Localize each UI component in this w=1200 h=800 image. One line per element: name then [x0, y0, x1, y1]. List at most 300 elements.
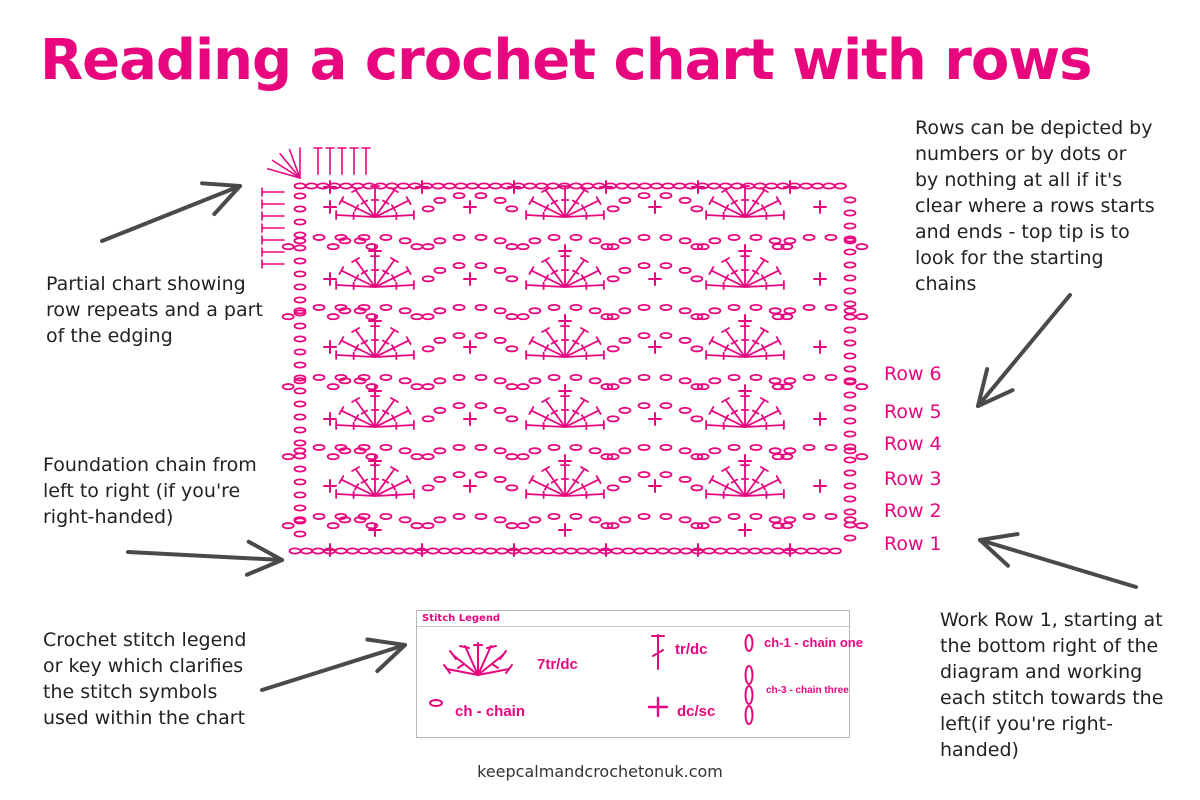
chain-stitch — [434, 477, 445, 482]
chain-stitch — [314, 305, 325, 310]
chain-stitch — [770, 448, 781, 453]
chain-stitch — [691, 485, 702, 490]
chain-stitch — [531, 548, 542, 553]
chain-stitch — [283, 314, 294, 319]
single-crochet-stitch — [739, 315, 751, 327]
arrow-icon — [128, 542, 282, 575]
chain-stitch — [845, 327, 856, 332]
fan-post — [375, 355, 414, 357]
fan-stitch — [336, 465, 414, 498]
single-crochet-stitch — [784, 544, 796, 556]
chain-stitch — [400, 238, 411, 243]
edging — [262, 148, 370, 268]
chain-stitch — [623, 548, 634, 553]
single-crochet-stitch — [324, 201, 336, 213]
chain-stitch — [660, 403, 671, 408]
chain-stitch — [761, 548, 772, 553]
chain-stitch — [423, 206, 434, 211]
fan-stitch — [706, 326, 784, 359]
chain-stitch — [359, 548, 370, 553]
chain-stitch — [295, 245, 306, 250]
chain-stitch — [283, 384, 294, 389]
chain-stitch — [845, 535, 856, 540]
chain-stitch — [479, 183, 490, 188]
single-crochet-stitch — [508, 544, 520, 556]
chain-stitch — [554, 548, 565, 553]
stitch-legend — [416, 610, 863, 738]
single-crochet-stitch — [814, 480, 826, 492]
chain-stitch — [663, 183, 674, 188]
chain-stitch — [393, 548, 404, 553]
chain-stitch — [434, 448, 445, 453]
chain-stitch — [336, 548, 347, 553]
chain-stitch — [506, 454, 517, 459]
chain-stitch — [529, 448, 540, 453]
chain-stitch — [571, 183, 582, 188]
chain-stitch — [845, 483, 856, 488]
chain-stitch — [411, 244, 422, 249]
chain-stitch — [856, 384, 867, 389]
fan-post — [565, 425, 604, 427]
chain-stitch — [283, 523, 294, 528]
fan-post — [565, 285, 604, 287]
legend-single-label: dc/sc — [677, 703, 716, 720]
chain-stitch — [577, 548, 588, 553]
chain-stitch — [845, 353, 856, 358]
chain-stitch — [313, 548, 324, 553]
chain-stitch — [804, 445, 815, 450]
chain-stitch — [295, 427, 306, 432]
chain-stitch — [495, 477, 506, 482]
chain-stitch — [341, 183, 352, 188]
chain-stitch — [680, 268, 691, 273]
chain-stitch — [495, 448, 506, 453]
chain-stitch — [570, 305, 581, 310]
crochet-chart — [262, 148, 867, 556]
single-crochet-stitch — [464, 413, 476, 425]
chain-stitch — [660, 305, 671, 310]
chain-stitch — [770, 517, 781, 522]
chain-stitch — [729, 514, 740, 519]
chain-stitch — [497, 548, 508, 553]
fan-post — [336, 355, 375, 357]
chain-stitch — [619, 198, 630, 203]
fan-post — [336, 285, 375, 287]
chain-stitch — [506, 276, 517, 281]
single-crochet-stitch — [369, 385, 381, 397]
arrow-icon — [978, 295, 1070, 406]
single-crochet-stitch — [692, 544, 704, 556]
chain-stitch — [608, 485, 619, 490]
chain-stitch — [824, 183, 835, 188]
foundation-chain-note: Foundation chain from left to right (if you're right-handed) — [43, 454, 257, 528]
single-crochet-stitch — [739, 385, 751, 397]
row-label-4: Row 4 — [884, 433, 942, 455]
chain-stitch — [520, 548, 531, 553]
chain-stitch — [856, 454, 867, 459]
chain-stitch — [295, 531, 306, 536]
chain-stitch — [328, 244, 339, 249]
chain-stitch — [660, 514, 671, 519]
chain-stitch — [680, 517, 691, 522]
chain-stitch — [590, 308, 601, 313]
chain-stitch — [370, 548, 381, 553]
chain-stitch — [462, 548, 473, 553]
chain-stitch — [845, 275, 856, 280]
chain-stitch — [495, 338, 506, 343]
chain-stitch — [439, 548, 450, 553]
chain-stitch — [347, 548, 358, 553]
chain-stitch — [423, 384, 434, 389]
chain-stitch — [807, 548, 818, 553]
chain-stitch — [619, 308, 630, 313]
chain-stitch — [709, 183, 720, 188]
single-crochet-stitch — [559, 524, 571, 536]
chain-stitch — [295, 505, 306, 510]
chain-stitch — [619, 408, 630, 413]
fan-post — [526, 425, 565, 427]
chain-stitch — [454, 333, 465, 338]
chain-stitch — [400, 448, 411, 453]
chain-stitch — [804, 375, 815, 380]
chain-stitch — [845, 392, 856, 397]
fan-post — [745, 494, 784, 496]
chain-stitch — [750, 445, 761, 450]
chain-stitch — [518, 384, 529, 389]
chain-stitch — [295, 297, 306, 302]
chain-stitch — [680, 308, 691, 313]
chain-stitch-icon — [427, 698, 445, 708]
single-crochet-stitch — [324, 341, 336, 353]
chain-stitch — [536, 183, 547, 188]
chain-stitch — [825, 305, 836, 310]
chain-stitch — [475, 305, 486, 310]
chain-stitch — [608, 346, 619, 351]
chain-stitch — [582, 183, 593, 188]
chain-stitch — [506, 346, 517, 351]
fan-stitch — [706, 465, 784, 498]
chain-stitch — [619, 238, 630, 243]
row-label-6: Row 6 — [884, 363, 942, 385]
arrow-icon — [262, 640, 405, 690]
chain-stitch — [423, 485, 434, 490]
chain-stitch — [750, 235, 761, 240]
chain-stitch — [608, 276, 619, 281]
row-label-5: Row 5 — [884, 401, 942, 423]
chain-stitch — [845, 366, 856, 371]
chain-stitch — [845, 314, 856, 319]
chain-stitch — [639, 333, 650, 338]
chain-stitch — [529, 308, 540, 313]
chain-stitch — [380, 235, 391, 240]
chain-stitch — [295, 206, 306, 211]
chain-stitch — [549, 514, 560, 519]
single-crochet-stitch — [324, 544, 336, 556]
single-crochet-stitch — [416, 544, 428, 556]
single-crochet-stitch — [600, 544, 612, 556]
fan-post — [375, 494, 414, 496]
chain-stitch — [845, 210, 856, 215]
chain-stitch — [434, 268, 445, 273]
treble-stitch-icon — [649, 633, 667, 671]
legend-ch1-label: ch-1 - chain one — [764, 635, 863, 650]
chain-stitch — [639, 375, 650, 380]
fan-post — [745, 425, 784, 427]
chain-stitch — [475, 193, 486, 198]
chain-stitch — [444, 183, 455, 188]
chain-stitch — [619, 448, 630, 453]
chain-stitch — [295, 349, 306, 354]
chain-stitch — [784, 517, 795, 522]
chain-stitch — [314, 235, 325, 240]
chain-stitch — [845, 470, 856, 475]
chain-stitch — [454, 445, 465, 450]
chain-stitch — [400, 308, 411, 313]
chain-stitch — [619, 477, 630, 482]
arrow-shaft — [978, 295, 1070, 406]
chain-stitch — [495, 198, 506, 203]
fan-post — [706, 355, 745, 357]
chain-stitch — [680, 408, 691, 413]
chain-stitch — [825, 445, 836, 450]
chain-stitch — [423, 523, 434, 528]
fan-post — [565, 494, 604, 496]
chain-stitch — [845, 457, 856, 462]
legend-fan-label: 7tr/dc — [537, 656, 578, 673]
legend-ch3-label: ch-3 - chain three — [766, 685, 849, 696]
chain-stitch — [619, 517, 630, 522]
chain-stitch — [423, 244, 434, 249]
chain-stitch — [845, 405, 856, 410]
chain-stitch — [549, 445, 560, 450]
chain-stitch — [691, 346, 702, 351]
chain-stitch — [570, 445, 581, 450]
chain-stitch — [434, 408, 445, 413]
row-label-2: Row 2 — [884, 500, 942, 522]
chain-stitch — [454, 514, 465, 519]
chain-stitch — [660, 445, 671, 450]
chain-stitch — [825, 375, 836, 380]
chain-stitch — [549, 305, 560, 310]
fan-stitch — [706, 186, 784, 219]
fan-post — [526, 215, 565, 217]
single-crochet-stitch — [649, 413, 661, 425]
chain-stitch — [570, 375, 581, 380]
chain-stitch — [691, 416, 702, 421]
chain-stitch — [434, 198, 445, 203]
chain-stitch — [766, 183, 777, 188]
chain-stitch — [619, 268, 630, 273]
chain-stitch — [543, 548, 554, 553]
single-crochet-stitch — [814, 341, 826, 353]
chain-stitch — [314, 445, 325, 450]
chain-stitch — [314, 375, 325, 380]
chain-stitch — [660, 235, 671, 240]
chain-stitch — [295, 492, 306, 497]
chain-stitch — [549, 375, 560, 380]
chain-stitch — [295, 414, 306, 419]
fan-post — [745, 355, 784, 357]
legend-treble-label: tr/dc — [675, 641, 708, 658]
chain-stitch — [380, 445, 391, 450]
chain-stitch — [475, 445, 486, 450]
chain-stitch — [750, 305, 761, 310]
chain-stitch — [845, 522, 856, 527]
fan-post — [565, 355, 604, 357]
chain-stitch — [646, 548, 657, 553]
chain-stitch — [750, 514, 761, 519]
chain-stitch — [709, 308, 720, 313]
chain-stitch — [506, 384, 517, 389]
chain-stitch — [845, 223, 856, 228]
chain-stitch — [506, 523, 517, 528]
chain-stitch — [784, 308, 795, 313]
chain-stitch — [680, 378, 691, 383]
chain-stitch — [715, 548, 726, 553]
chain-stitch — [639, 235, 650, 240]
fan-post — [706, 494, 745, 496]
edging-fan-post — [272, 160, 300, 178]
single-crochet-stitch — [559, 385, 571, 397]
chain-stitch — [804, 514, 815, 519]
chain-stitch — [475, 472, 486, 477]
chain-stitch — [750, 548, 761, 553]
single-crochet-stitch — [649, 480, 661, 492]
chain-stitch — [295, 362, 306, 367]
chain-stitch — [475, 375, 486, 380]
single-crochet-stitch — [369, 524, 381, 536]
arrow-icon — [102, 183, 240, 241]
chain-stitch — [830, 548, 841, 553]
single-crochet-stitch — [369, 245, 381, 257]
chain-stitch — [727, 548, 738, 553]
page-title: Reading a crochet chart with rows — [40, 28, 1092, 93]
chain-stitch — [295, 336, 306, 341]
fan-stitch — [526, 465, 604, 498]
chain-stitch — [506, 416, 517, 421]
single-crochet-stitch — [324, 480, 336, 492]
fan-post — [375, 425, 414, 427]
chain-stitch — [352, 183, 363, 188]
chain-stitch — [400, 517, 411, 522]
chain-stitch — [295, 258, 306, 263]
chain-stitch — [619, 338, 630, 343]
chain-stitch — [825, 235, 836, 240]
chain-stitch — [680, 198, 691, 203]
chain-stitch — [729, 235, 740, 240]
fan-post — [375, 215, 414, 217]
single-crochet-stitch — [814, 273, 826, 285]
chain-stitch — [549, 235, 560, 240]
chain-stitch — [518, 523, 529, 528]
chain-stitch — [518, 454, 529, 459]
chain-stitch — [283, 454, 294, 459]
stitch-legend-heading: Stitch Legend — [417, 611, 849, 627]
chain-stitch — [589, 548, 600, 553]
fan-post — [526, 355, 565, 357]
rows-depicted-note: Rows can be depicted by numbers or by dots or by nothing at all if it's clear where a rows starts and ends - top tip is to look for the starting chains — [915, 117, 1155, 295]
partial-chart-note: Partial chart showing row repeats and a part of the edging — [46, 273, 263, 347]
chain-stitch — [495, 308, 506, 313]
chain-stitch — [290, 548, 301, 553]
single-crochet-stitch — [464, 273, 476, 285]
fan-post — [706, 215, 745, 217]
chain-stitch — [845, 249, 856, 254]
chain-stitch — [525, 183, 536, 188]
chain-stitch — [423, 314, 434, 319]
fan-stitch — [526, 326, 604, 359]
chain-stitch — [423, 276, 434, 281]
chain-stitch — [314, 514, 325, 519]
fan-post — [745, 285, 784, 287]
fan-post — [706, 425, 745, 427]
single-crochet-stitch — [814, 201, 826, 213]
chain-stitch — [590, 517, 601, 522]
single-crochet-stitch — [464, 201, 476, 213]
legend-chain-label: ch - chain — [455, 703, 526, 720]
chain-stitch — [295, 453, 306, 458]
chain-stitch — [518, 244, 529, 249]
chain-stitch — [474, 548, 485, 553]
chain-stitch — [680, 477, 691, 482]
chain-stitch — [750, 375, 761, 380]
single-crochet-stitch — [559, 245, 571, 257]
chain-one-icon — [743, 631, 755, 661]
chain-stitch — [639, 514, 650, 519]
chain-stitch — [784, 378, 795, 383]
chain-stitch — [400, 378, 411, 383]
chain-stitch — [295, 232, 306, 237]
chain-stitch — [845, 340, 856, 345]
chain-stitch — [570, 514, 581, 519]
chain-stitch — [819, 548, 830, 553]
chain-stitch — [709, 378, 720, 383]
fan-stitch — [526, 396, 604, 429]
chain-stitch — [709, 238, 720, 243]
chain-stitch — [856, 244, 867, 249]
chain-stitch — [770, 378, 781, 383]
chain-stitch — [608, 416, 619, 421]
fan-post — [745, 215, 784, 217]
chain-stitch — [506, 206, 517, 211]
chain-stitch — [475, 235, 486, 240]
fan-stitch-icon — [443, 641, 513, 679]
single-crochet-stitch — [324, 413, 336, 425]
chain-stitch — [475, 514, 486, 519]
chain-stitch — [295, 219, 306, 224]
fan-post — [565, 215, 604, 217]
fan-stitch — [336, 186, 414, 219]
chain-stitch — [295, 388, 306, 393]
chain-stitch — [295, 440, 306, 445]
single-crochet-stitch — [559, 315, 571, 327]
chain-stitch — [295, 193, 306, 198]
chain-stitch — [590, 238, 601, 243]
chain-stitch — [295, 466, 306, 471]
fan-stitch — [336, 396, 414, 429]
chain-stitch — [301, 548, 312, 553]
arrow-shaft — [128, 552, 282, 560]
chain-stitch — [411, 384, 422, 389]
chain-stitch — [608, 206, 619, 211]
chain-stitch — [475, 403, 486, 408]
fan-stitch — [336, 326, 414, 359]
chain-stitch — [434, 378, 445, 383]
chain-three-icon — [743, 663, 755, 729]
chain-stitch — [770, 238, 781, 243]
chain-stitch — [660, 333, 671, 338]
chain-stitch — [454, 235, 465, 240]
